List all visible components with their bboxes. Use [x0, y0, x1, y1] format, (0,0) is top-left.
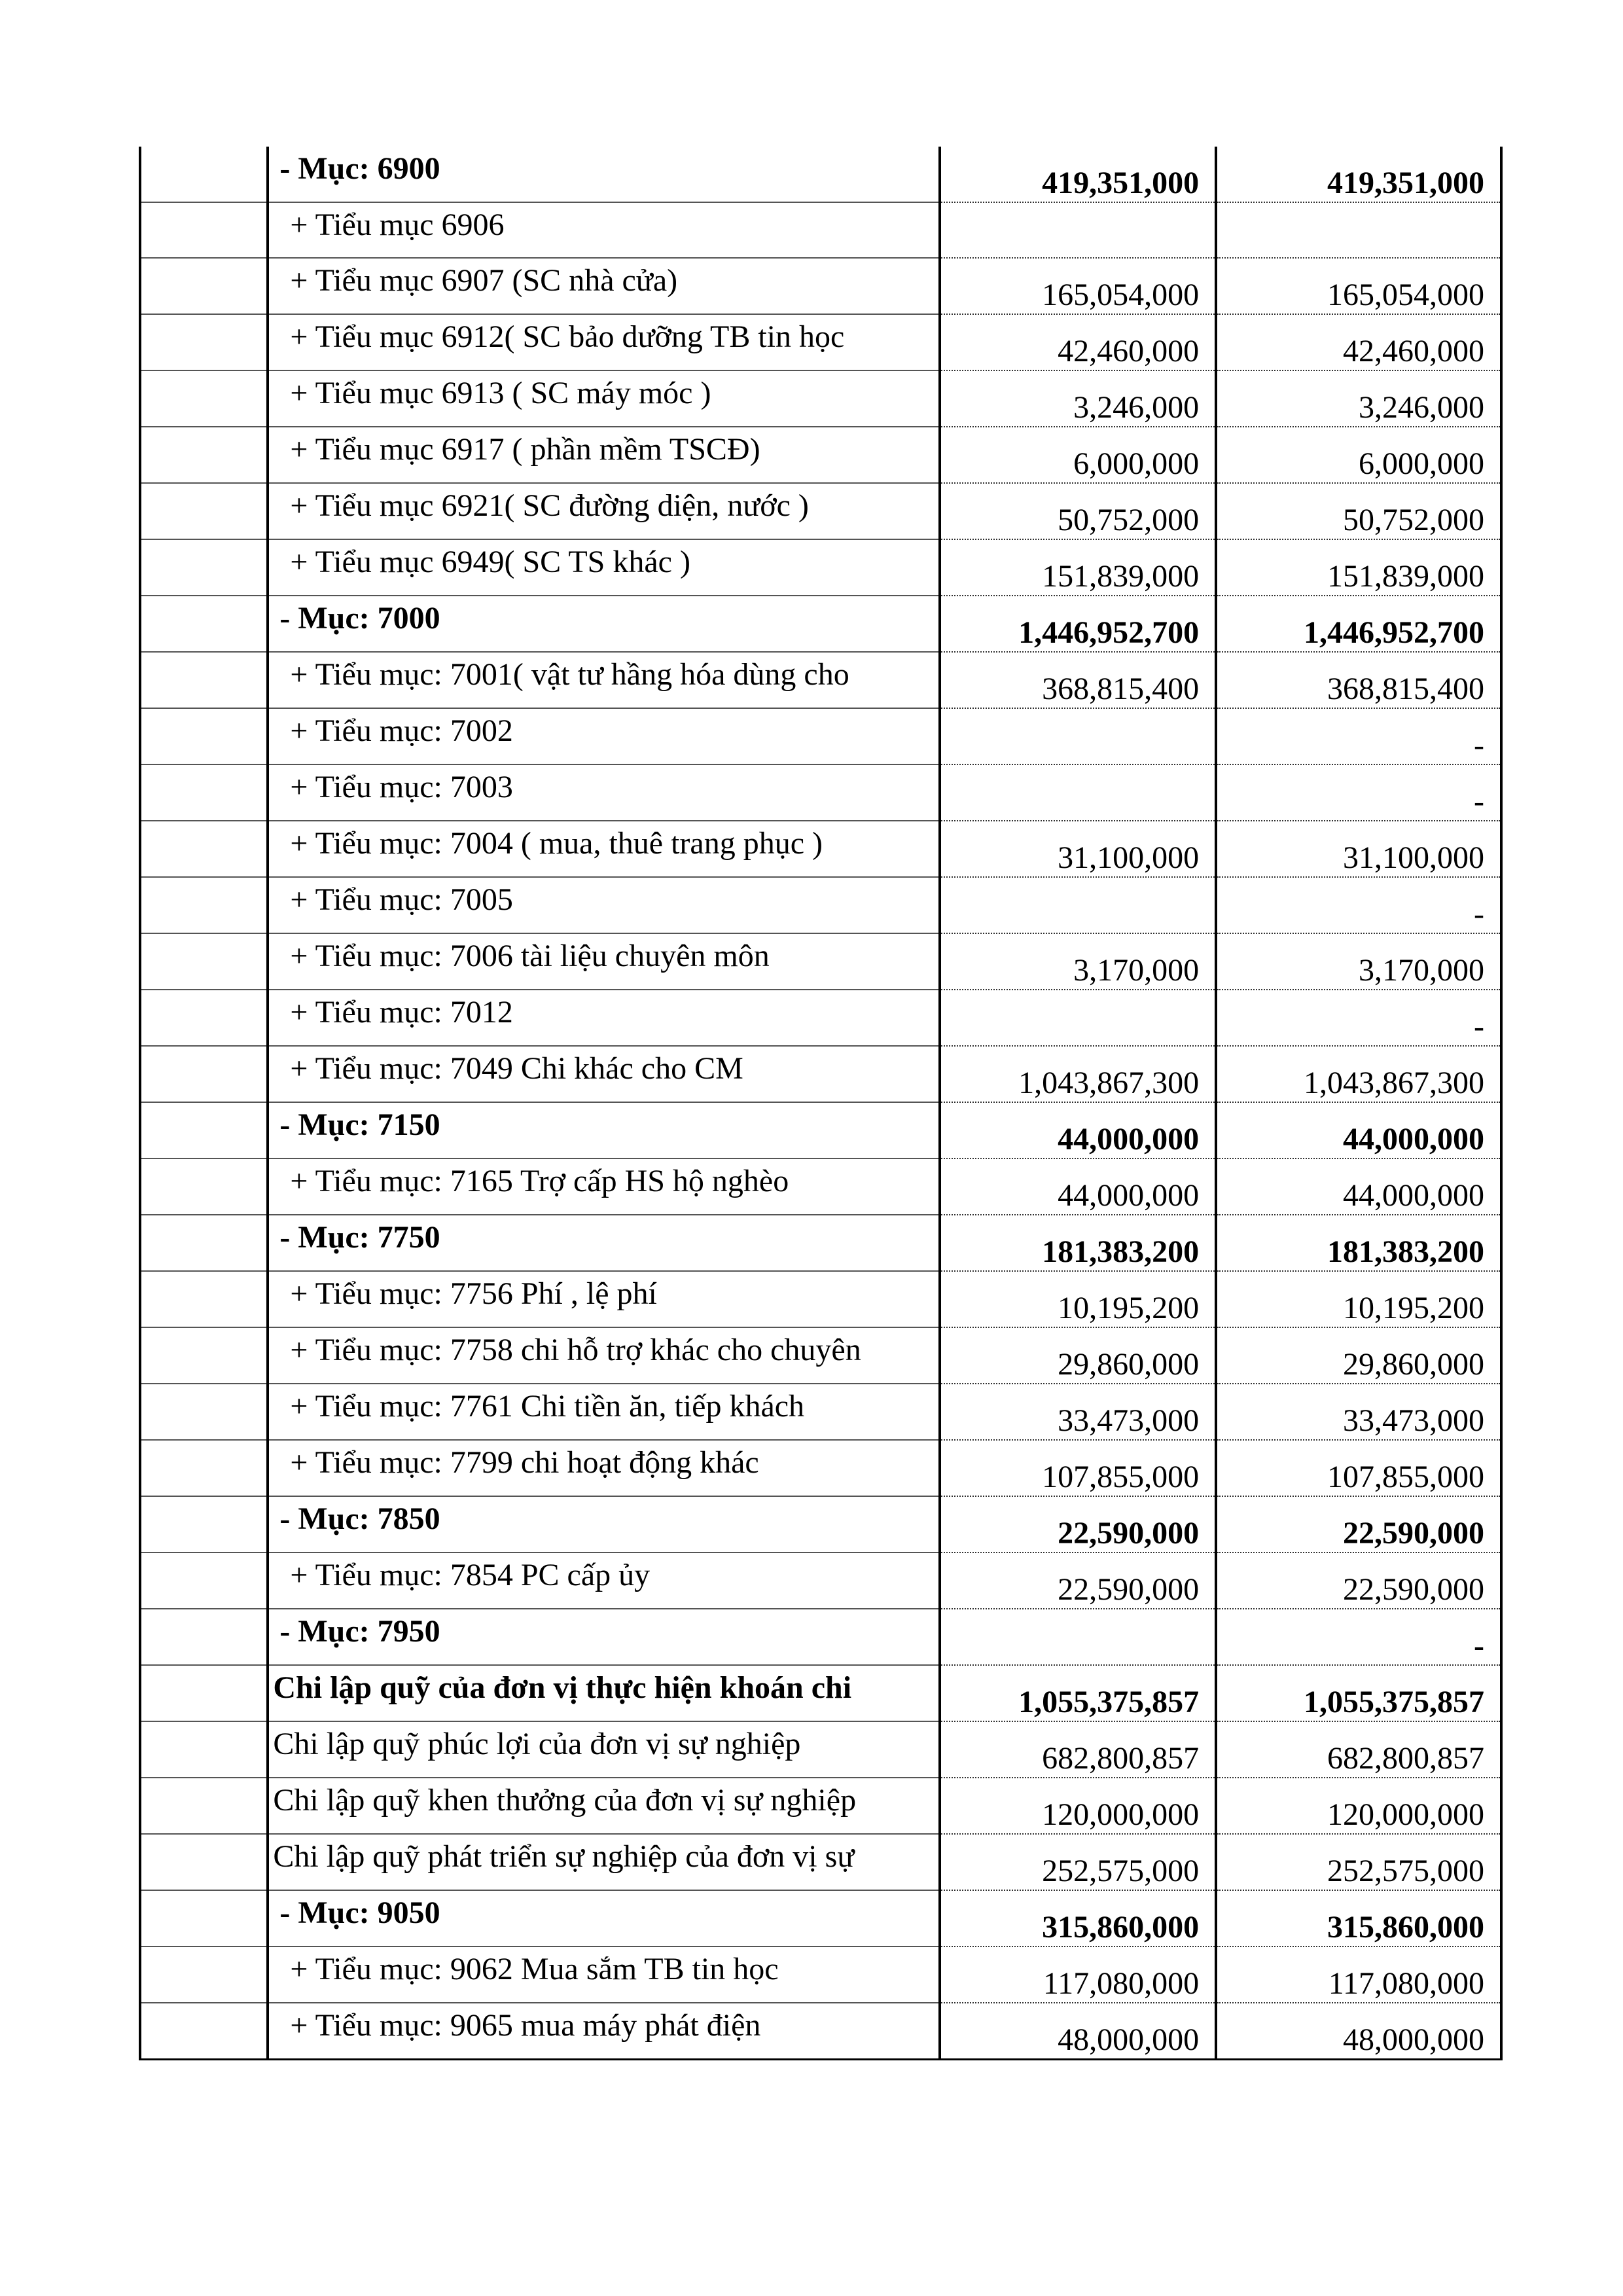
index-cell — [140, 258, 268, 314]
tieu-muc-row — [140, 708, 1501, 764]
amount-cell-1: 3,246,000 — [940, 370, 1216, 427]
index-cell — [140, 202, 268, 258]
tieu-muc-row — [140, 1158, 1501, 1215]
item-label-cell: - Mục: 7750 — [268, 1215, 940, 1271]
tieu-muc-row — [140, 370, 1501, 427]
item-label-cell: + Tiểu mục: 9065 mua máy phát điện — [268, 2003, 940, 2060]
amount-cell-1: 151,839,000 — [940, 539, 1216, 596]
item-label-cell: + Tiểu mục: 7756 Phí , lệ phí — [268, 1271, 940, 1327]
amount-cell-2: 181,383,200 — [1216, 1215, 1501, 1271]
amount-cell-1: 419,351,000 — [940, 147, 1216, 202]
index-cell — [140, 764, 268, 821]
amount-cell-2: 44,000,000 — [1216, 1158, 1501, 1215]
index-cell — [140, 1271, 268, 1327]
amount-cell-1: 10,195,200 — [940, 1271, 1216, 1327]
amount-cell-1: 165,054,000 — [940, 258, 1216, 314]
fund-header-row — [140, 1665, 1501, 1721]
tieu-muc-row — [140, 1552, 1501, 1609]
tieu-muc-row — [140, 1327, 1501, 1384]
item-label-cell: + Tiểu mục: 7003 — [268, 764, 940, 821]
item-label-cell: + Tiểu mục 6917 ( phần mềm TSCĐ) — [268, 427, 940, 483]
item-label-cell: + Tiểu mục: 7005 — [268, 877, 940, 933]
amount-cell-1: 1,055,375,857 — [940, 1665, 1216, 1721]
amount-cell-1: 682,800,857 — [940, 1721, 1216, 1778]
tieu-muc-row — [140, 1946, 1501, 2003]
index-cell — [140, 990, 268, 1046]
amount-cell-1: 44,000,000 — [940, 1102, 1216, 1158]
index-cell — [140, 427, 268, 483]
index-cell — [140, 1158, 268, 1215]
amount-cell-2: 50,752,000 — [1216, 483, 1501, 539]
amount-cell-2: 44,000,000 — [1216, 1102, 1501, 1158]
index-cell — [140, 1665, 268, 1721]
amount-cell-1: 22,590,000 — [940, 1552, 1216, 1609]
amount-cell-2: 10,195,200 — [1216, 1271, 1501, 1327]
tieu-muc-row — [140, 1046, 1501, 1102]
amount-cell-2: - — [1216, 708, 1501, 764]
muc-row — [140, 1609, 1501, 1665]
budget-table-body — [140, 147, 1501, 2060]
index-cell — [140, 652, 268, 708]
muc-row — [140, 1102, 1501, 1158]
item-label-cell: + Tiểu mục: 9062 Mua sắm TB tin học — [268, 1946, 940, 2003]
amount-cell-2: 1,043,867,300 — [1216, 1046, 1501, 1102]
item-label-cell: + Tiểu mục 6906 — [268, 202, 940, 258]
item-label-cell: Chi lập quỹ của đơn vị thực hiện khoán chi — [268, 1665, 940, 1721]
item-label-cell: - Mục: 7150 — [268, 1102, 940, 1158]
amount-cell-1 — [940, 708, 1216, 764]
amount-cell-2: 33,473,000 — [1216, 1384, 1501, 1440]
index-cell — [140, 1327, 268, 1384]
amount-cell-2: - — [1216, 877, 1501, 933]
index-cell — [140, 877, 268, 933]
muc-row — [140, 596, 1501, 652]
amount-cell-2: 120,000,000 — [1216, 1778, 1501, 1834]
item-label-cell: + Tiểu mục: 7758 chi hỗ trợ khác cho chuyên — [268, 1327, 940, 1384]
amount-cell-1: 31,100,000 — [940, 821, 1216, 877]
amount-cell-2: 3,246,000 — [1216, 370, 1501, 427]
amount-cell-2: 107,855,000 — [1216, 1440, 1501, 1496]
item-label-cell: + Tiểu mục: 7002 — [268, 708, 940, 764]
amount-cell-1: 48,000,000 — [940, 2003, 1216, 2060]
item-label-cell: - Mục: 9050 — [268, 1890, 940, 1946]
amount-cell-1: 29,860,000 — [940, 1327, 1216, 1384]
item-label-cell: Chi lập quỹ phúc lợi của đơn vị sự nghiệp — [268, 1721, 940, 1778]
amount-cell-2: 22,590,000 — [1216, 1496, 1501, 1552]
tieu-muc-row — [140, 483, 1501, 539]
index-cell — [140, 1440, 268, 1496]
amount-cell-2: 29,860,000 — [1216, 1327, 1501, 1384]
amount-cell-2: 1,055,375,857 — [1216, 1665, 1501, 1721]
muc-row — [140, 1496, 1501, 1552]
tieu-muc-row — [140, 877, 1501, 933]
amount-cell-1: 107,855,000 — [940, 1440, 1216, 1496]
amount-cell-1: 1,446,952,700 — [940, 596, 1216, 652]
item-label-cell: + Tiểu mục: 7049 Chi khác cho CM — [268, 1046, 940, 1102]
index-cell — [140, 2003, 268, 2060]
item-label-cell: Chi lập quỹ khen thưởng của đơn vị sự nghiệp — [268, 1778, 940, 1834]
muc-row — [140, 1890, 1501, 1946]
index-cell — [140, 1946, 268, 2003]
amount-cell-2: 151,839,000 — [1216, 539, 1501, 596]
amount-cell-2: 22,590,000 — [1216, 1552, 1501, 1609]
item-label-cell: - Mục: 6900 — [268, 147, 940, 202]
item-label-cell: + Tiểu mục: 7001( vật tư hầng hóa dùng cho — [268, 652, 940, 708]
amount-cell-1: 50,752,000 — [940, 483, 1216, 539]
amount-cell-2: 419,351,000 — [1216, 147, 1501, 202]
amount-cell-1: 252,575,000 — [940, 1834, 1216, 1890]
amount-cell-1 — [940, 1609, 1216, 1665]
tieu-muc-row — [140, 933, 1501, 990]
amount-cell-1: 33,473,000 — [940, 1384, 1216, 1440]
fund-row — [140, 1721, 1501, 1778]
amount-cell-2: 117,080,000 — [1216, 1946, 1501, 2003]
tieu-muc-row — [140, 821, 1501, 877]
index-cell — [140, 1215, 268, 1271]
amount-cell-1: 1,043,867,300 — [940, 1046, 1216, 1102]
index-cell — [140, 1046, 268, 1102]
amount-cell-1: 117,080,000 — [940, 1946, 1216, 2003]
fund-row — [140, 1778, 1501, 1834]
index-cell — [140, 483, 268, 539]
index-cell — [140, 147, 268, 202]
item-label-cell: + Tiểu mục: 7854 PC cấp ủy — [268, 1552, 940, 1609]
tieu-muc-row — [140, 1440, 1501, 1496]
amount-cell-2: 48,000,000 — [1216, 2003, 1501, 2060]
amount-cell-2: - — [1216, 990, 1501, 1046]
amount-cell-1: 3,170,000 — [940, 933, 1216, 990]
index-cell — [140, 1102, 268, 1158]
index-cell — [140, 314, 268, 370]
item-label-cell: + Tiểu mục: 7006 tài liệu chuyên môn — [268, 933, 940, 990]
amount-cell-2: 1,446,952,700 — [1216, 596, 1501, 652]
index-cell — [140, 1609, 268, 1665]
item-label-cell: - Mục: 7950 — [268, 1609, 940, 1665]
amount-cell-2: 42,460,000 — [1216, 314, 1501, 370]
item-label-cell: + Tiểu mục: 7761 Chi tiền ăn, tiếp khách — [268, 1384, 940, 1440]
item-label-cell: + Tiểu mục 6912( SC bảo dưỡng TB tin học — [268, 314, 940, 370]
item-label-cell: + Tiểu mục: 7165 Trợ cấp HS hộ nghèo — [268, 1158, 940, 1215]
tieu-muc-row — [140, 202, 1501, 258]
item-label-cell: + Tiểu mục 6913 ( SC máy móc ) — [268, 370, 940, 427]
index-cell — [140, 370, 268, 427]
amount-cell-2: 6,000,000 — [1216, 427, 1501, 483]
tieu-muc-row — [140, 258, 1501, 314]
amount-cell-1: 120,000,000 — [940, 1778, 1216, 1834]
index-cell — [140, 1778, 268, 1834]
item-label-cell: - Mục: 7000 — [268, 596, 940, 652]
index-cell — [140, 708, 268, 764]
item-label-cell: Chi lập quỹ phát triển sự nghiệp của đơn vị sự — [268, 1834, 940, 1890]
amount-cell-2: 31,100,000 — [1216, 821, 1501, 877]
index-cell — [140, 933, 268, 990]
item-label-cell: + Tiểu mục: 7012 — [268, 990, 940, 1046]
amount-cell-2: 315,860,000 — [1216, 1890, 1501, 1946]
tieu-muc-row — [140, 652, 1501, 708]
amount-cell-2: - — [1216, 1609, 1501, 1665]
amount-cell-2: - — [1216, 764, 1501, 821]
amount-cell-2 — [1216, 202, 1501, 258]
tieu-muc-row — [140, 1271, 1501, 1327]
amount-cell-1: 44,000,000 — [940, 1158, 1216, 1215]
amount-cell-1 — [940, 202, 1216, 258]
index-cell — [140, 1552, 268, 1609]
tieu-muc-row — [140, 2003, 1501, 2060]
index-cell — [140, 539, 268, 596]
fund-row — [140, 1834, 1501, 1890]
amount-cell-1: 315,860,000 — [940, 1890, 1216, 1946]
amount-cell-2: 165,054,000 — [1216, 258, 1501, 314]
amount-cell-1: 42,460,000 — [940, 314, 1216, 370]
index-cell — [140, 1721, 268, 1778]
tieu-muc-row — [140, 314, 1501, 370]
muc-row — [140, 147, 1501, 202]
tieu-muc-row — [140, 427, 1501, 483]
index-cell — [140, 821, 268, 877]
amount-cell-1: 6,000,000 — [940, 427, 1216, 483]
item-label-cell: + Tiểu mục: 7004 ( mua, thuê trang phục ) — [268, 821, 940, 877]
amount-cell-2: 368,815,400 — [1216, 652, 1501, 708]
tieu-muc-row — [140, 1384, 1501, 1440]
amount-cell-1 — [940, 877, 1216, 933]
index-cell — [140, 1496, 268, 1552]
index-cell — [140, 1834, 268, 1890]
amount-cell-2: 252,575,000 — [1216, 1834, 1501, 1890]
amount-cell-1: 22,590,000 — [940, 1496, 1216, 1552]
item-label-cell: + Tiểu mục 6907 (SC nhà cửa) — [268, 258, 940, 314]
amount-cell-2: 682,800,857 — [1216, 1721, 1501, 1778]
tieu-muc-row — [140, 764, 1501, 821]
index-cell — [140, 596, 268, 652]
item-label-cell: + Tiểu mục 6949( SC TS khác ) — [268, 539, 940, 596]
budget-table — [139, 147, 1503, 2060]
amount-cell-1 — [940, 990, 1216, 1046]
item-label-cell: + Tiểu mục: 7799 chi hoạt động khác — [268, 1440, 940, 1496]
tieu-muc-row — [140, 539, 1501, 596]
amount-cell-1: 181,383,200 — [940, 1215, 1216, 1271]
amount-cell-1: 368,815,400 — [940, 652, 1216, 708]
muc-row — [140, 1215, 1501, 1271]
tieu-muc-row — [140, 990, 1501, 1046]
item-label-cell: + Tiểu mục 6921( SC đường diện, nước ) — [268, 483, 940, 539]
amount-cell-2: 3,170,000 — [1216, 933, 1501, 990]
item-label-cell: - Mục: 7850 — [268, 1496, 940, 1552]
amount-cell-1 — [940, 764, 1216, 821]
index-cell — [140, 1384, 268, 1440]
index-cell — [140, 1890, 268, 1946]
